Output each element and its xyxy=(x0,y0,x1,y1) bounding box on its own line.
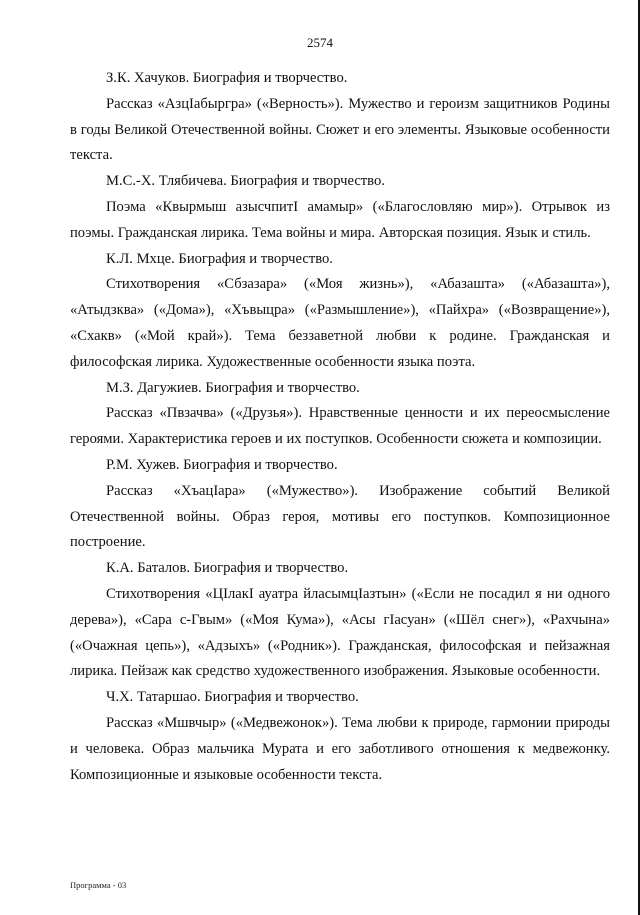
footer-program-label: Программа - 03 xyxy=(70,880,127,890)
work-description: Рассказ «ХъацӀара» («Мужество»). Изображение событий Великой Отечественной войны. Образ героя, мотивы его поступков. Композиционное построение. xyxy=(70,482,610,551)
author-heading: М.С.-Х. Тлябичева. Биография и творчество. xyxy=(106,173,385,190)
page-number: 2574 xyxy=(307,35,333,50)
work-description: Стихотворения «Сбзазара» («Моя жизнь»), «Абазашта» («Абазашта»), «Атыдзква» («Дома»), «Хъвыцра» («Размышление»), «Пайхра» («Возвращение»), «Схакв» («Мой край»). Тема беззаветной любви к родине. Гражданская и философская лирика. Художественные особенности языка поэта. xyxy=(70,276,610,370)
author-heading: К.А. Баталов. Биография и творчество. xyxy=(106,560,349,577)
work-description: Рассказ «Пвзачва» («Друзья»). Нравственные ценности и их переосмысление героями. Характеристика героев и их поступков. Особенности сюжета и композиции. xyxy=(70,405,610,448)
work-description: Рассказ «АзцӀабыргра» («Верность»). Мужество и героизм защитников Родины в годы Великой Отечественной войны. Сюжет и его элементы. Языковые особенности текста. xyxy=(70,95,610,164)
author-heading: Ч.Х. Татаршао. Биография и творчество. xyxy=(106,689,359,706)
document-body xyxy=(70,66,610,788)
work-description: Поэма «Квырмыш азысчпитI амамыр» («Благословляю мир»). Отрывок из поэмы. Гражданская лирика. Тема войны и мира. Авторская позиция. Язык и стиль. xyxy=(70,198,610,241)
work-description: Рассказ «Мшвчыр» («Медвежонок»). Тема любви к природе, гармонии природы и человека. Образ мальчика Мурата и его заботливого отношения к медвежонку. Композиционные и языковые особенности текста. xyxy=(70,714,610,783)
author-heading: К.Л. Мхце. Биография и творчество. xyxy=(106,250,333,267)
author-heading: М.З. Дагужиев. Биография и творчество. xyxy=(106,379,360,396)
author-heading: Р.М. Хужев. Биография и творчество. xyxy=(106,456,338,473)
work-description: Стихотворения «ЦӀлакI ауатра йласымцӀазтын» («Если не посадил я ни одного дерева»), «Сара с-Гвым» («Моя Кума»), «Асы гIасуан» («Шёл снег»), «Рахчына» («Очажная цепь»), «Адзыхъ» («Родник»). Гражданская, философская и пейзажная лирика. Пейзаж как средство художественного изображения. Языковые особенности. xyxy=(70,585,610,680)
author-heading: З.К. Хачуков. Биография и творчество. xyxy=(106,70,348,86)
